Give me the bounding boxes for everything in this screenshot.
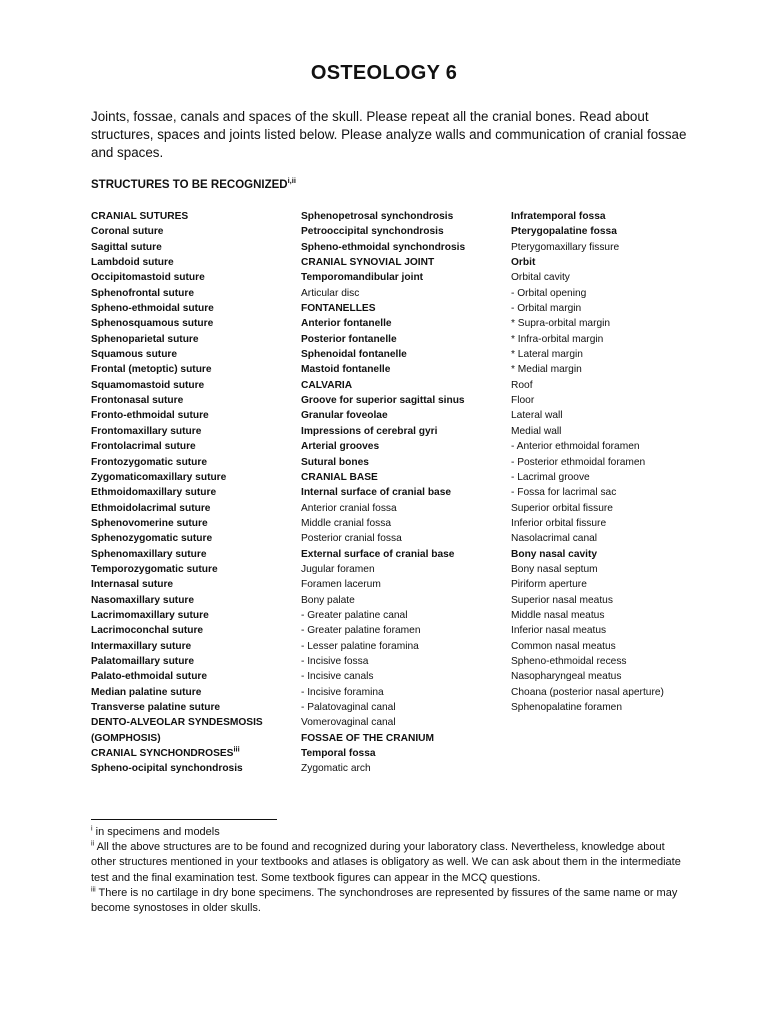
- structure-item-text: FONTANELLES: [301, 303, 376, 315]
- structure-item: [301, 286, 511, 301]
- structure-item: [301, 301, 511, 316]
- structure-item: [511, 608, 731, 623]
- structure-item: [511, 669, 731, 684]
- structure-item: [91, 424, 301, 439]
- structure-item: [91, 516, 301, 531]
- footnote-mark: iii: [91, 886, 96, 894]
- structure-item: [511, 408, 731, 423]
- structure-item: [511, 639, 731, 654]
- structure-item: [511, 362, 731, 377]
- structure-item: [301, 654, 511, 669]
- structure-item: [511, 393, 731, 408]
- structure-item-text: Sphenosquamous suture: [91, 318, 214, 330]
- structure-item-text: Sagittal suture: [91, 241, 162, 253]
- structure-item-text: Groove for superior sagittal sinus: [301, 395, 465, 407]
- structure-item-text: Sphenopetrosal synchondrosis: [301, 211, 454, 222]
- structure-item-text: Coronal suture: [91, 226, 164, 238]
- structure-item-text: Infratemporal fossa: [511, 211, 606, 222]
- structure-item-text: - Posterior ethmoidal foramen: [511, 456, 646, 468]
- structure-item-text: Frontozygomatic suture: [91, 456, 208, 468]
- page-title: OSTEOLOGY 6: [310, 62, 458, 84]
- structure-item-text: Spheno-ethmoidal suture: [91, 303, 214, 315]
- structure-item: [301, 470, 511, 485]
- structure-item-text: External surface of cranial base: [301, 548, 455, 560]
- structure-item: [301, 639, 511, 654]
- structure-item-text: - Lacrimal groove: [511, 471, 590, 483]
- structure-item: [91, 715, 301, 730]
- structure-item: [91, 746, 301, 761]
- section-heading: [91, 176, 296, 191]
- footnote: [91, 825, 691, 840]
- footnote-text: in specimens and models: [92, 826, 220, 838]
- structure-item-text: Zygomatic arch: [301, 763, 371, 775]
- structure-item-text: CRANIAL SYNCHONDROSES: [91, 748, 234, 760]
- structure-item: [301, 424, 511, 439]
- structure-item-text: Petrooccipital synchondrosis: [301, 226, 444, 238]
- structure-item-text: Transverse palatine suture: [91, 702, 221, 713]
- structure-item: [301, 685, 511, 700]
- structure-item-text: Jugular foramen: [301, 563, 375, 575]
- structure-item-text: Internasal suture: [91, 579, 174, 591]
- structure-item: [511, 547, 731, 562]
- footnote-mark: ii: [91, 840, 95, 848]
- structure-item: [301, 577, 511, 592]
- structure-item: [301, 362, 511, 377]
- structure-item-text: Frontonasal suture: [91, 395, 184, 407]
- structure-item-text: - Anterior ethmoidal foramen: [511, 441, 640, 453]
- structure-item-text: Sphenoparietal suture: [91, 333, 199, 345]
- structure-item: [91, 669, 301, 684]
- structure-item: [91, 301, 301, 316]
- structure-item-text: DENTO-ALVEOLAR SYNDESMOSIS: [91, 717, 263, 729]
- structure-item-text: * Medial margin: [511, 364, 582, 376]
- structure-item: [301, 501, 511, 516]
- structure-item-text: Squamomastoid suture: [91, 379, 205, 391]
- structure-item-text: Internal surface of cranial base: [301, 487, 452, 499]
- structure-item-text: Granular foveolae: [301, 410, 388, 422]
- structure-item: [301, 316, 511, 331]
- section-heading-text: STRUCTURES TO BE RECOGNIZED: [91, 179, 288, 191]
- structure-item: [301, 700, 511, 715]
- footnote-separator: [91, 819, 277, 820]
- structure-item: [301, 393, 511, 408]
- structure-item: [511, 224, 731, 239]
- structure-item: [301, 439, 511, 454]
- structure-item-text: Palato-ethmoidal suture: [91, 671, 208, 683]
- structure-item: [301, 455, 511, 470]
- structure-item: [91, 623, 301, 638]
- structure-item: [91, 608, 301, 623]
- footnote-mark: i: [91, 825, 93, 833]
- structure-item-text: FOSSAE OF THE CRANIUM: [301, 732, 435, 744]
- structure-item: [301, 224, 511, 239]
- structure-item-text: Orbital cavity: [511, 272, 570, 284]
- structure-item-text: Mastoid fontanelle: [301, 364, 391, 376]
- structure-item: [511, 209, 731, 224]
- structure-item-text: Fronto-ethmoidal suture: [91, 410, 209, 422]
- structure-item-text: - Orbital margin: [511, 303, 582, 315]
- structure-item-text: - Palatovaginal canal: [301, 702, 396, 713]
- structure-item: [301, 623, 511, 638]
- structure-item-text: * Lateral margin: [511, 349, 583, 361]
- structure-item-text: Medial wall: [511, 425, 562, 437]
- structure-item: [511, 301, 731, 316]
- structure-item-text: Nasomaxillary suture: [91, 594, 195, 606]
- structure-item-text: Posterior fontanelle: [301, 333, 397, 345]
- structure-item: [511, 685, 731, 700]
- footnote-text: There is no cartilage in dry bone specimens. The synchondroses are represented by fissures of the same name or may become synostoses in older skulls.: [91, 886, 678, 915]
- structure-item: [511, 347, 731, 362]
- structure-item-text: Sphenoidal fontanelle: [301, 349, 407, 361]
- structure-item: [511, 577, 731, 592]
- structure-item-text: Posterior cranial fossa: [301, 533, 402, 545]
- structure-item-text: Spheno-ocipital synchondrosis: [91, 763, 243, 775]
- structure-item: [91, 439, 301, 454]
- structure-item: [301, 761, 511, 776]
- structure-item: [91, 731, 301, 746]
- structure-item: [301, 593, 511, 608]
- structure-item-text: Impressions of cerebral gyri: [301, 425, 438, 437]
- structure-item-text: Orbit: [511, 257, 536, 269]
- structure-item-text: * Infra-orbital margin: [511, 333, 604, 345]
- structure-item-text: Lacrimomaxillary suture: [91, 609, 209, 621]
- structure-item: [91, 240, 301, 255]
- structure-item: [91, 286, 301, 301]
- structure-item: [511, 654, 731, 669]
- structure-item: [511, 593, 731, 608]
- structure-item-text: Inferior nasal meatus: [511, 625, 607, 637]
- structure-item: [511, 562, 731, 577]
- structure-item-text: Frontal (metoptic) suture: [91, 364, 212, 376]
- structure-item-text: Roof: [511, 379, 533, 391]
- structure-item-text: Common nasal meatus: [511, 640, 616, 652]
- structure-item: [91, 654, 301, 669]
- structure-item-text: Sphenovomerine suture: [91, 517, 208, 529]
- structure-item-text: Temporomandibular joint: [301, 272, 424, 284]
- structure-item: [91, 455, 301, 470]
- structure-item-text: - Incisive foramina: [301, 686, 384, 698]
- structure-item: [301, 715, 511, 730]
- structure-item-text: Middle nasal meatus: [511, 609, 605, 621]
- structure-item-text: Frontomaxillary suture: [91, 425, 202, 437]
- structure-item-text: Pterygopalatine fossa: [511, 226, 617, 238]
- structure-item-text: Piriform aperture: [511, 579, 587, 591]
- structure-item-text: Anterior cranial fossa: [301, 502, 397, 514]
- structure-item-text: Pterygomaxillary fissure: [511, 241, 620, 253]
- structure-item: [91, 347, 301, 362]
- structure-item: [511, 378, 731, 393]
- structure-item-text: - Greater palatine foramen: [301, 625, 421, 637]
- structure-item-text: Lambdoid suture: [91, 257, 174, 269]
- structure-item-text: Inferior orbital fissure: [511, 517, 607, 529]
- structure-item: [511, 316, 731, 331]
- structure-item: [511, 700, 731, 715]
- structure-item: [511, 485, 731, 500]
- structure-item: [91, 224, 301, 239]
- structure-item-text: Nasopharyngeal meatus: [511, 671, 622, 683]
- structure-item: [91, 531, 301, 546]
- structure-item: [301, 332, 511, 347]
- structure-item: [91, 501, 301, 516]
- structure-item: [511, 270, 731, 285]
- structure-item: [91, 761, 301, 776]
- structure-item-text: CALVARIA: [301, 379, 353, 391]
- structure-item: [301, 255, 511, 270]
- structure-item: [301, 547, 511, 562]
- structure-item: [91, 332, 301, 347]
- footnote: [91, 840, 691, 886]
- structure-item: [511, 240, 731, 255]
- structure-item-text: Squamous suture: [91, 349, 178, 361]
- structures-column-3: [511, 209, 731, 715]
- structure-item: [91, 270, 301, 285]
- structure-item: [91, 255, 301, 270]
- structure-item-text: Zygomaticomaxillary suture: [91, 471, 227, 483]
- structure-item: [91, 485, 301, 500]
- structure-item-text: Palatomaillary suture: [91, 655, 195, 667]
- structures-column-1: [91, 209, 301, 777]
- structure-item: [511, 455, 731, 470]
- structure-item: [301, 746, 511, 761]
- structure-item: [511, 516, 731, 531]
- structure-item-text: - Orbital opening: [511, 287, 587, 299]
- structure-item: [91, 593, 301, 608]
- structure-item-text: Superior orbital fissure: [511, 502, 613, 514]
- structure-item: [91, 562, 301, 577]
- structure-item: [91, 577, 301, 592]
- structure-item: [301, 347, 511, 362]
- structure-item: [301, 516, 511, 531]
- structure-item-text: (GOMPHOSIS): [91, 732, 161, 744]
- structure-item-text: CRANIAL SUTURES: [91, 211, 189, 222]
- structure-item-text: Spheno-ethmoidal synchondrosis: [301, 241, 466, 253]
- structure-item-text: Sphenofrontal suture: [91, 287, 195, 299]
- structure-item: [91, 362, 301, 377]
- structure-item: [301, 485, 511, 500]
- structure-item-text: - Fossa for lacrimal sac: [511, 487, 617, 499]
- structure-item: [301, 531, 511, 546]
- structure-item: [301, 209, 511, 224]
- structure-item: [91, 408, 301, 423]
- structure-item: [91, 378, 301, 393]
- structure-item-text: Bony nasal septum: [511, 563, 598, 575]
- structure-item: [91, 700, 301, 715]
- structure-item: [91, 470, 301, 485]
- structure-item: [91, 547, 301, 562]
- structure-item-text: Articular disc: [301, 287, 360, 299]
- structure-item-text: - Greater palatine canal: [301, 609, 408, 621]
- structure-item: [301, 240, 511, 255]
- structure-item-text: Vomerovaginal canal: [301, 717, 396, 729]
- structure-item-text: Ethmoidolacrimal suture: [91, 502, 211, 514]
- structure-item-text: Spheno-ethmoidal recess: [511, 655, 627, 667]
- structure-item: [511, 470, 731, 485]
- structure-item: [511, 286, 731, 301]
- structure-item-text: Superior nasal meatus: [511, 594, 613, 606]
- structure-item: [301, 669, 511, 684]
- structure-item-text: Anterior fontanelle: [301, 318, 392, 330]
- structure-item-text: Median palatine suture: [91, 686, 202, 698]
- structure-item-text: Bony palate: [301, 594, 355, 606]
- structure-item: [91, 685, 301, 700]
- structure-item: [511, 439, 731, 454]
- structure-item-text: - Incisive canals: [301, 671, 374, 683]
- footnotes: [91, 825, 691, 916]
- structure-item: [91, 639, 301, 654]
- structure-item: [91, 393, 301, 408]
- structure-item-text: Intermaxillary suture: [91, 640, 192, 652]
- structure-item-text: CRANIAL SYNOVIAL JOINT: [301, 257, 435, 269]
- structure-item: [301, 408, 511, 423]
- structure-item-text: Sutural bones: [301, 456, 369, 468]
- structure-item: [301, 270, 511, 285]
- structure-item-text: Bony nasal cavity: [511, 548, 598, 560]
- structure-item-text: Choana (posterior nasal aperture): [511, 686, 664, 698]
- structure-item: [301, 608, 511, 623]
- footnote-ref: iii: [233, 744, 240, 754]
- structure-item: [91, 209, 301, 224]
- structure-item-text: Lateral wall: [511, 410, 563, 422]
- structures-column-2: [301, 209, 511, 777]
- structure-item: [511, 623, 731, 638]
- structure-item: [511, 332, 731, 347]
- section-heading-footnote-ref: i,ii: [287, 176, 296, 186]
- structure-item-text: Floor: [511, 395, 535, 407]
- structure-item: [511, 255, 731, 270]
- structure-item-text: Nasolacrimal canal: [511, 533, 598, 545]
- structure-item-text: Temporozygomatic suture: [91, 563, 218, 575]
- intro-paragraph: Joints, fossae, canals and spaces of the skull. Please repeat all the cranial bones. Read about structures, spaces and joints listed below. Please analyze walls and communication of cranial fossae and spaces.: [91, 109, 687, 160]
- structure-item-text: - Lesser palatine foramina: [301, 640, 419, 652]
- structure-item: [91, 316, 301, 331]
- structure-item-text: Arterial grooves: [301, 441, 380, 453]
- structure-item: [511, 531, 731, 546]
- footnote-text: All the above structures are to be found and recognized during your laboratory class. Nevertheless, knowledge about other structures mentioned in your textbooks and atlases is obligatory as well. We can ask about them in the intermediate test and the final examination test. Some textbook figures can appear in the MCQ questions.: [91, 841, 681, 884]
- structure-item-text: Occipitomastoid suture: [91, 272, 205, 284]
- structure-item-text: Sphenopalatine foramen: [511, 702, 623, 713]
- structure-item-text: CRANIAL BASE: [301, 471, 378, 483]
- structure-item-text: Lacrimoconchal suture: [91, 625, 204, 637]
- structure-item-text: Sphenomaxillary suture: [91, 548, 207, 560]
- structure-item-text: Ethmoidomaxillary suture: [91, 487, 217, 499]
- structure-item-text: Sphenozygomatic suture: [91, 533, 213, 545]
- footnote: [91, 886, 691, 916]
- structure-item-text: Frontolacrimal suture: [91, 441, 196, 453]
- structure-item-text: Temporal fossa: [301, 748, 376, 760]
- structure-item: [301, 378, 511, 393]
- structure-item: [301, 562, 511, 577]
- structure-item: [511, 501, 731, 516]
- structure-item-text: Foramen lacerum: [301, 579, 381, 591]
- structure-item-text: * Supra-orbital margin: [511, 318, 611, 330]
- structure-item: [511, 424, 731, 439]
- structure-item-text: - Incisive fossa: [301, 655, 369, 667]
- structure-item-text: Middle cranial fossa: [301, 517, 392, 529]
- structure-item: [301, 731, 511, 746]
